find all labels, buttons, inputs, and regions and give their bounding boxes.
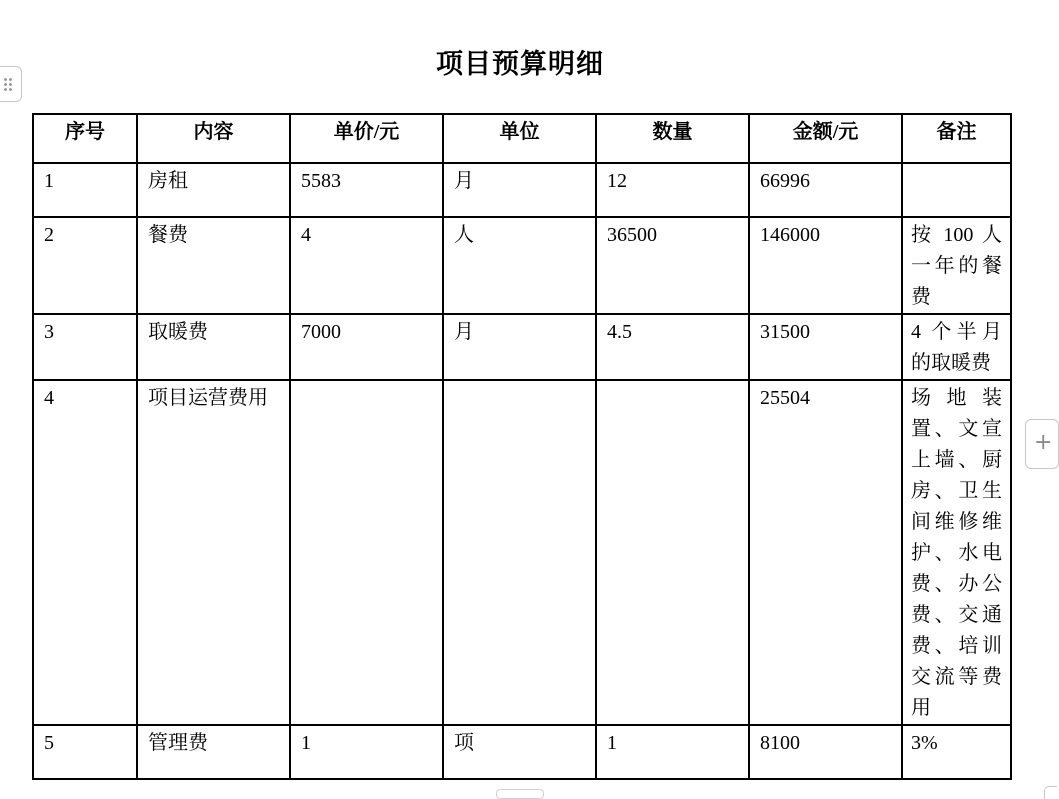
header-unit-price[interactable]: 单价/元	[290, 114, 443, 163]
cell-index[interactable]: 5	[33, 725, 137, 779]
header-index[interactable]: 序号	[33, 114, 137, 163]
cell-amount[interactable]: 66996	[749, 163, 902, 217]
document-title: 项目预算明细	[436, 49, 604, 79]
cell-unit-price[interactable]: 7000	[290, 314, 443, 380]
cell-item[interactable]: 管理费	[137, 725, 290, 779]
cell-amount[interactable]: 146000	[749, 217, 902, 314]
cell-unit[interactable]	[443, 380, 596, 725]
drag-handle-icon	[3, 77, 13, 91]
cell-item[interactable]: 取暖费	[137, 314, 290, 380]
table-row	[33, 163, 1011, 217]
budget-table	[32, 113, 1012, 780]
header-item[interactable]: 内容	[137, 114, 290, 163]
header-amount[interactable]: 金额/元	[749, 114, 902, 163]
plus-icon: +	[1034, 430, 1053, 455]
cell-quantity[interactable]	[596, 380, 749, 725]
table-row	[33, 725, 1011, 779]
header-quantity[interactable]: 数量	[596, 114, 749, 163]
cell-unit[interactable]: 月	[443, 314, 596, 380]
cell-index[interactable]: 3	[33, 314, 137, 380]
table-row	[33, 380, 1011, 725]
cell-unit-price[interactable]: 4	[290, 217, 443, 314]
cell-remark[interactable]	[902, 163, 1011, 217]
cell-remark[interactable]: 按 100 人一年的餐费	[902, 217, 1011, 314]
header-row	[33, 114, 1011, 163]
header-remark[interactable]: 备注	[902, 114, 1011, 163]
cell-quantity[interactable]: 12	[596, 163, 749, 217]
cell-unit-price[interactable]: 1	[290, 725, 443, 779]
cell-unit-price[interactable]: 5583	[290, 163, 443, 217]
table-row	[33, 217, 1011, 314]
cell-amount[interactable]: 8100	[749, 725, 902, 779]
header-unit[interactable]: 单位	[443, 114, 596, 163]
cell-index[interactable]: 2	[33, 217, 137, 314]
cell-remark[interactable]: 4 个半月的取暖费	[902, 314, 1011, 380]
cell-index[interactable]: 1	[33, 163, 137, 217]
add-column-button[interactable]	[1025, 419, 1059, 469]
cell-unit-price[interactable]	[290, 380, 443, 725]
cell-index[interactable]: 4	[33, 380, 137, 725]
cell-item[interactable]: 房租	[137, 163, 290, 217]
cell-unit[interactable]: 月	[443, 163, 596, 217]
table-row	[33, 314, 1011, 380]
corner-handle[interactable]	[1044, 786, 1057, 799]
cell-amount[interactable]: 25504	[749, 380, 902, 725]
cell-quantity[interactable]: 1	[596, 725, 749, 779]
cell-item[interactable]: 项目运营费用	[137, 380, 290, 725]
cell-quantity[interactable]: 36500	[596, 217, 749, 314]
cell-remark[interactable]: 3%	[902, 725, 1011, 779]
cell-quantity[interactable]: 4.5	[596, 314, 749, 380]
cell-unit[interactable]: 项	[443, 725, 596, 779]
cell-remark[interactable]: 场地装置、文宣上墙、厨房、卫生间维修维护、水电费、办公费、交通费、培训交流等费用	[902, 380, 1011, 725]
cell-item[interactable]: 餐费	[137, 217, 290, 314]
cell-unit[interactable]: 人	[443, 217, 596, 314]
cell-amount[interactable]: 31500	[749, 314, 902, 380]
table-drag-handle[interactable]	[0, 66, 22, 102]
resize-handle[interactable]	[496, 789, 544, 799]
